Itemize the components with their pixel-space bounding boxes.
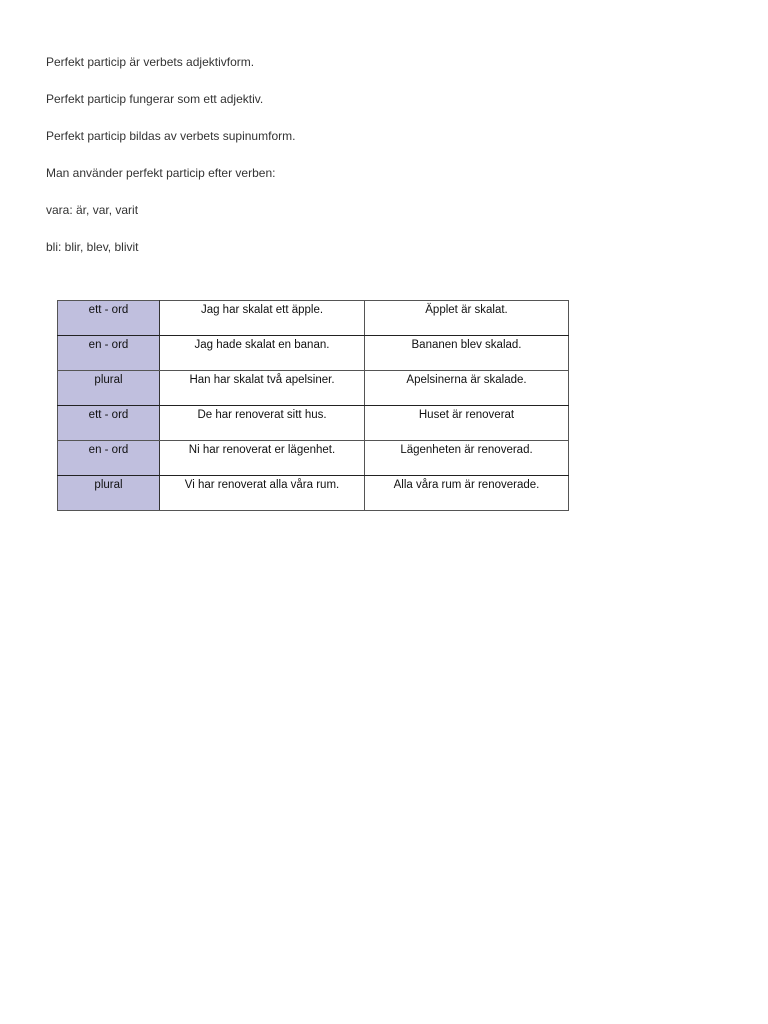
category-cell: ett - ord	[58, 406, 160, 441]
paragraph: Man använder perfekt particip efter verben:	[46, 166, 276, 180]
intro-text	[46, 55, 646, 277]
table-row	[58, 336, 569, 371]
participle-sentence-cell: Äpplet är skalat.	[365, 301, 569, 336]
active-sentence-cell: Jag har skalat ett äpple.	[160, 301, 365, 336]
table-row	[58, 301, 569, 336]
table-row	[58, 371, 569, 406]
active-sentence-cell: De har renoverat sitt hus.	[160, 406, 365, 441]
table-row	[58, 406, 569, 441]
participle-sentence-cell: Huset är renoverat	[365, 406, 569, 441]
category-cell: ett - ord	[58, 301, 160, 336]
paragraph: bli: blir, blev, blivit	[46, 240, 139, 254]
paragraph: vara: är, var, varit	[46, 203, 139, 217]
participle-sentence-cell: Bananen blev skalad.	[365, 336, 569, 371]
table-row	[58, 476, 569, 511]
paragraph: Perfekt particip fungerar som ett adjektiv.	[46, 92, 264, 106]
category-cell: plural	[58, 371, 160, 406]
active-sentence-cell: Ni har renoverat er lägenhet.	[160, 441, 365, 476]
participle-sentence-cell: Apelsinerna är skalade.	[365, 371, 569, 406]
active-sentence-cell: Vi har renoverat alla våra rum.	[160, 476, 365, 511]
participle-sentence-cell: Alla våra rum är renoverade.	[365, 476, 569, 511]
active-sentence-cell: Jag hade skalat en banan.	[160, 336, 365, 371]
active-sentence-cell: Han har skalat två apelsiner.	[160, 371, 365, 406]
participle-table	[57, 300, 569, 511]
category-cell: en - ord	[58, 336, 160, 371]
table-row	[58, 441, 569, 476]
paragraph: Perfekt particip bildas av verbets supinumform.	[46, 129, 296, 143]
participle-sentence-cell: Lägenheten är renoverad.	[365, 441, 569, 476]
paragraph: Perfekt particip är verbets adjektivform.	[46, 55, 255, 69]
category-cell: plural	[58, 476, 160, 511]
category-cell: en - ord	[58, 441, 160, 476]
